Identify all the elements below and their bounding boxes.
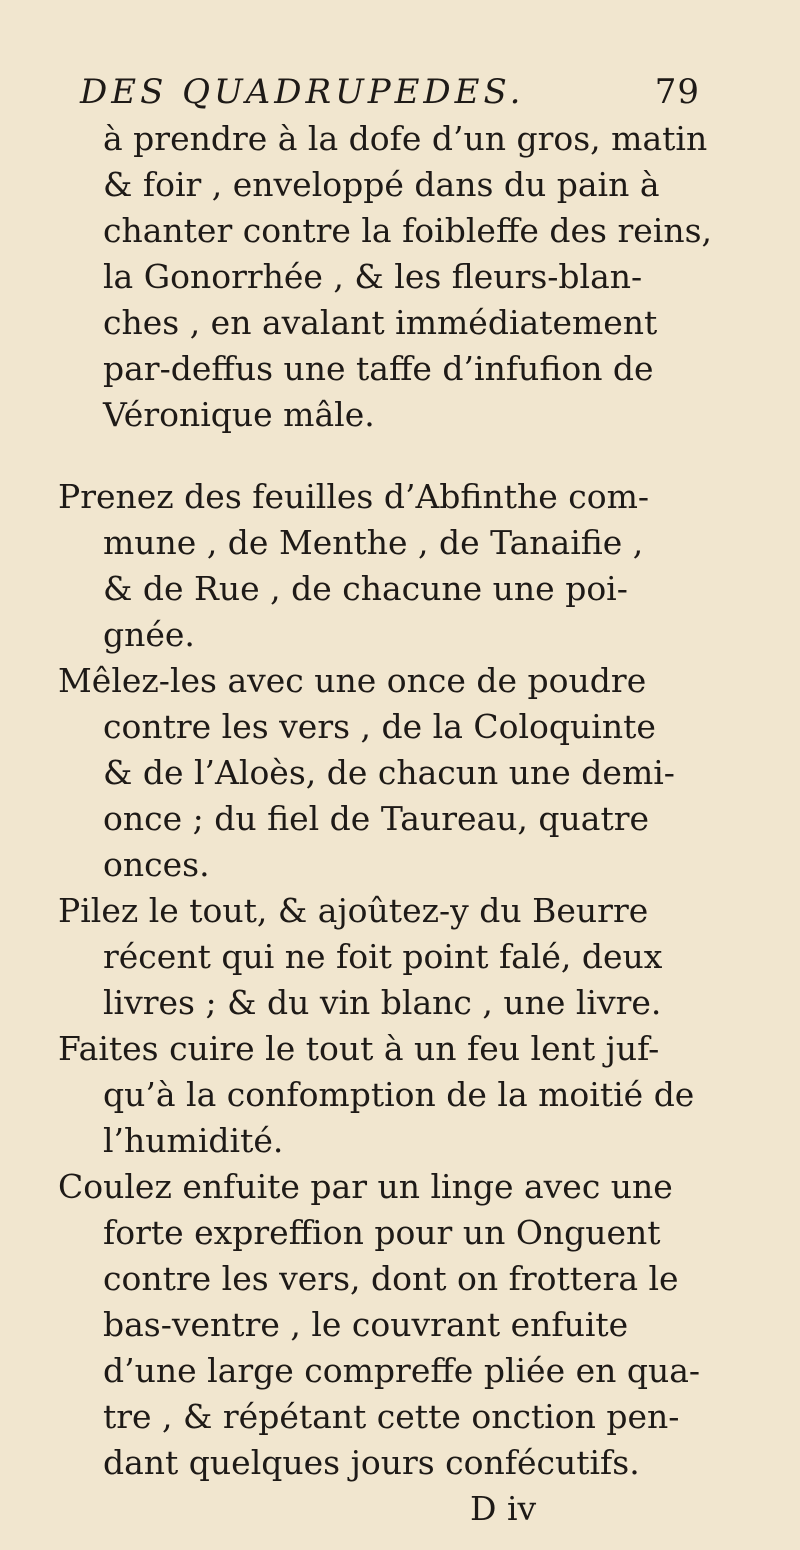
text-line: tre , & répétant cette onction pen- [103,1397,680,1436]
running-header [80,72,700,112]
text-line: & de Rue , de chacune une poi- [103,569,628,608]
text-line: Mêlez-les avec une once de poudre [58,661,647,700]
text-line: chanter contre la foibleffe des reins, [103,211,713,250]
text-line: bas-ventre , le couvrant enfuite [103,1305,629,1344]
text-line: Véronique mâle. [103,395,375,434]
text-line: l’humidité. [103,1121,284,1160]
text-line: dant quelques jours confécutifs. [103,1443,640,1482]
text-line: Prenez des feuilles d’Abfinthe com- [58,477,650,516]
text-line: & foir , enveloppé dans du pain à [103,165,660,204]
text-line: récent qui ne foit point falé, deux [103,937,663,976]
text-line: onces. [103,845,210,884]
text-line: mune , de Menthe , de Tanaifie , [103,523,644,562]
text-line: gnée. [103,615,195,654]
text-line: Coulez enfuite par un linge avec une [58,1167,673,1206]
text-line: à prendre à la dofe d’un gros, matin [103,119,708,158]
text-line: forte expreffion pour un Onguent [103,1213,661,1252]
text-line: d’une large compreffe pliée en qua- [103,1351,701,1390]
running-title: DES QUADRUPEDES. [80,72,525,112]
text-line: Pilez le tout, & ajoûtez-y du Beurre [58,891,649,930]
text-line: livres ; & du vin blanc , une livre. [103,983,662,1022]
text-line: par-deffus une taffe d’infufion de [103,349,654,388]
page-number: 79 [654,72,700,112]
signature-mark: D iv [470,1489,537,1528]
text-line: ches , en avalant immédiatement [103,303,658,342]
text-line: qu’à la confomption de la moitié de [103,1075,695,1114]
text-line: Faites cuire le tout à un feu lent juf- [58,1029,660,1068]
text-line: contre les vers , de la Coloquinte [103,707,656,746]
text-line: once ; du fiel de Taureau, quatre [103,799,650,838]
text-line: & de l’Aloès, de chacun une demi- [103,753,675,792]
text-line: contre les vers, dont on frottera le [103,1259,679,1298]
text-line: la Gonorrhée , & les fleurs-blan- [103,257,643,296]
